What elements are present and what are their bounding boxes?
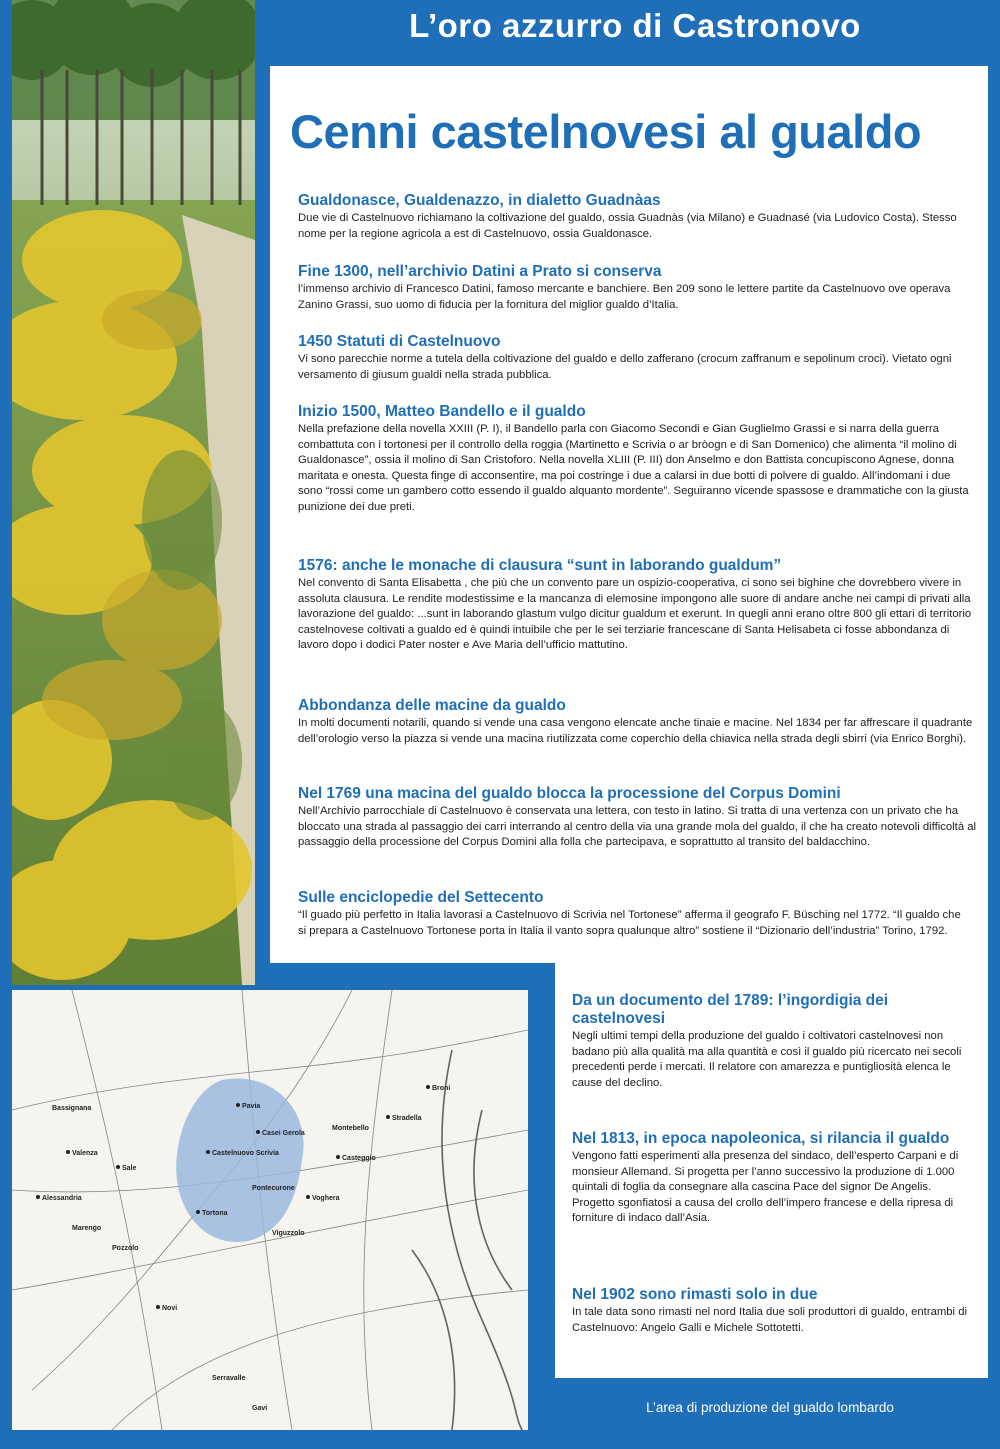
section-heading: Inizio 1500, Matteo Bandello e il gualdo [298,403,586,420]
section-body: Due vie di Castelnuovo richiamano la coltivazione del gualdo, ossia Guadnàs (via Milano) e Guadnasé (via Ludovico Costa). Stesso nome per la regione agricola a est di Castelnuovo, ossia Gualdonasce. [298,212,957,240]
map-label: Alessandria [42,1195,82,1202]
map-label: Novi [162,1305,178,1312]
map-label: Montebello [332,1125,369,1132]
map-label: Tortona [202,1210,228,1217]
section-heading: Nel 1769 una macina del gualdo blocca la processione del Corpus Domini [298,785,841,802]
map-label: Casteggio [342,1155,376,1162]
map-label: Valenza [72,1150,98,1157]
section-body: Vi sono parecchie norme a tutela della coltivazione del gualdo e dello zafferano (crocum zaffranum e sepolinum croci). Vietato ogni versamento di giusum gualdi nella strada pubblica. [298,353,952,381]
map-label: Serravalle [212,1375,246,1382]
map-label: Castelnuovo Scrivia [212,1150,279,1157]
section-heading: Da un documento del 1789: l’ingordigia dei castelnovesi [572,992,889,1027]
section-body: “Il guado più perfetto in Italia lavorasi a Castelnuovo di Scrivia nel Tortonese” afferma il geografo F. Büsching nel 1772. “Il gualdo che si prepara a Castelnuovo Tortonese porta in Italia il vanto sopra qualunque altro” sostiene il “Dizionario dell’industria” Torino, 1792. [298,909,961,937]
map-label: Voghera [312,1195,340,1202]
section-napoleonica [572,1130,972,1227]
header-title: L’oro azzurro di Castronovo [409,7,861,44]
section-archivio-datini [298,263,978,313]
section-heading: 1576: anche le monache di clausura “sunt in laborando gualdum” [298,557,782,574]
section-heading: Nel 1902 sono rimasti solo in due [572,1286,818,1303]
map-label: Bassignana [52,1105,92,1112]
map-caption: L’area di produzione del gualdo lombardo [646,1400,894,1415]
section-body: Negli ultimi tempi della produzione del gualdo i coltivatori castelnovesi non badano più alla qualità ma alla quantità e così il gualdo più ricercato nei secoli precedenti perde i mercati. Il relatore con amarezza e puntigliosità elenca le cause del declino. [572,1030,962,1089]
map-label: Marengo [72,1225,102,1232]
section-body: Nel convento di Santa Elisabetta , che più che un convento pare un ospizio-cooperativa, ci sono sei bighine che dovrebbero vivere in assoluta clausura. Le rendite modestissime e la mancanza di elemosine impongono alle suore di andare anche nei campi di privati alla lavorazione del gualdo: ...sunt in laborando glastum vulgo dicitur gualdum et exerunt. In quegli anni erano oltre 800 gli ettari di territorio castelnovese coltivati a gualdo ed è quindi intuibile che per le sei terziarie francescane di Santa Helisabeta ci fosse abbondanza di lavoro dopo i dodici Pater noster e Ave Maria dell’ufficio mattutino. [298,577,972,652]
section-heading: 1450 Statuti di Castelnuovo [298,333,501,350]
section-gualdonasce [298,192,978,242]
section-body: Nell’Archivio parrocchiale di Castelnuovo è conservata una lettera, con testo in latino. Si tratta di una vertenza con un privato che ha bloccato una strada al passaggio dei carri interrando al centro della via una grande mola del gualdo, il che ha creato notevoli difficoltà al passaggio della processione del Corpus Domini alla folla che partecipava, e soprattutto al transito del baldacchino. [298,805,977,849]
map-label: Casei Gerola [262,1130,305,1137]
section-statuti [298,333,978,383]
section-monache [298,557,978,654]
section-1902 [572,1286,972,1336]
map-label: Stradella [392,1115,422,1122]
map-label: Pavia [242,1103,261,1110]
section-heading: Fine 1300, nell’archivio Datini a Prato si conserva [298,263,662,280]
map-label: Pozzolo [112,1245,139,1252]
map-label: Gavi [252,1405,268,1412]
section-body: l’immenso archivio di Francesco Datini, famoso mercante e banchiere. Ben 209 sono le lettere partite da Castelnuovo ove operava Zanino Grassi, suo uomo di fiducia per la fornitura del miglior gualdo d’Italia. [298,283,951,311]
historical-map [12,990,528,1430]
map-label: Pontecurone [252,1185,295,1192]
section-body: In molti documenti notarili, quando si vende una casa vengono elencate anche tinaie e macine. Nel 1834 per far affrescare il quadrante dell’orologio verso la piazza si vende una macina riutilizzata come coperchio della chiavica nella strada degli sbirri (via Enrico Borghi). [298,717,973,745]
section-ingordigia [572,992,972,1091]
section-enciclopedie [298,889,968,939]
section-heading: Abbondanza delle macine da gualdo [298,697,566,714]
section-body: In tale data sono rimasti nel nord Italia due soli produttori di gualdo, entrambi di Castelnuovo: Angelo Galli e Michele Sottotetti. [572,1306,967,1334]
map-label: Sale [122,1165,137,1172]
section-heading: Gualdonasce, Gualdenazzo, in dialetto Guadnàas [298,192,661,209]
map-label: Broni [432,1085,451,1092]
woad-field-photo [12,0,255,985]
section-bandello [298,403,978,516]
section-body: Vengono fatti esperimenti alla presenza del sindaco, dell’esperto Carpani e di monsieur Allemand. Si progetta per l’anno successivo la produzione di 1.000 quintali di foglia da consegnare alla cascina Pace del signor De Angelis. Progetto sgonfiatosi a causa del crollo dell’impero francese e della ripresa di forniture di indaco dall’Asia. [572,1150,959,1225]
section-corpus-domini [298,785,978,851]
section-macine [298,697,978,747]
section-heading: Sulle enciclopedie del Settecento [298,889,544,906]
map-label: Viguzzolo [272,1230,305,1237]
section-body: Nella prefazione della novella XXIII (P. I), il Bandello parla con Giacomo Secondi e Gian Guglielmo Grassi e si narra della guerra combattuta con i tortonesi per il controllo della roggia (Martinetto e Scrivia o ar bròogn e di San Domenico) che alimenta “il molino di Gualdonasce”, ossia il molino di San Cristoforo. Nella novella XLIII (P. III) don Anselmo e don Battista concupiscono Agnese, donna maritata e onesta. Questa finge di acconsentire, ma poi costringe i due a calarsi in due botti di polvere di gualdo. All’indomani i due sono “rossi come un gambero cotto essendo il gualdo alquanto mordente”. Seguiranno vicende spassose e drammatiche con la giusta punizione dei due preti. [298,423,969,513]
main-title: Cenni castelnovesi al gualdo [290,105,922,158]
section-heading: Nel 1813, in epoca napoleonica, si rilancia il gualdo [572,1130,950,1147]
